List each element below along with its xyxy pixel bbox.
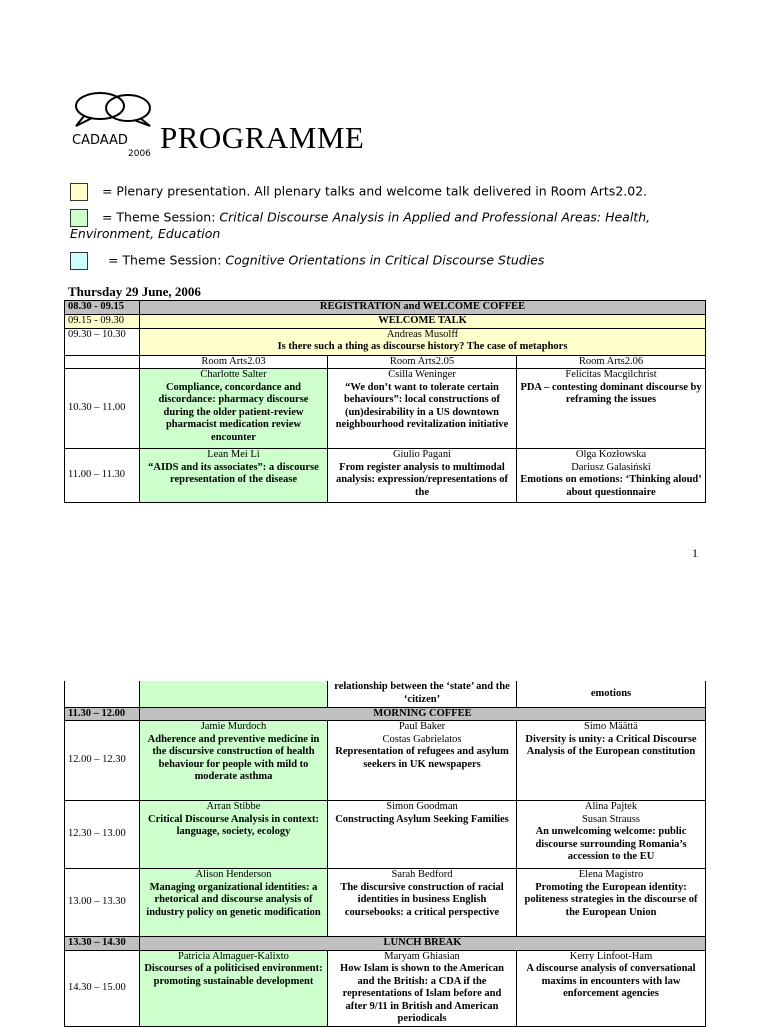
talk-title: Managing organizational identities: a rhetorical and discourse analysis of industry policy on genetic modification (146, 881, 321, 918)
talk-title: How Islam is shown to the American and the British: a CDA if the representations of Islam before and after 9/11 in British and American periodicals (340, 963, 504, 1024)
speaker: Giulio Pagani (392, 449, 452, 460)
speaker: Lean Mei Li (207, 449, 260, 460)
table-row (65, 721, 706, 801)
session-cell (140, 721, 328, 801)
talk-title: From register analysis to multimodal analysis: expression/representations of the (335, 461, 509, 498)
speaker: Patricia Almaguer-Kalixto (178, 950, 289, 962)
speaker: Jamie Murdoch (200, 721, 267, 732)
logo-text: CADAAD (72, 133, 128, 148)
speaker: Costas Gabrielatos (382, 733, 462, 745)
session-cell (140, 449, 328, 503)
session-cell (328, 721, 517, 801)
cadaad-logo (70, 88, 162, 158)
speaker: Paul Baker (398, 721, 446, 732)
session-cell (140, 801, 328, 869)
talk-title: A discourse analysis of conversational maxims in encounters with law enforcement agencies (526, 963, 696, 999)
speaker: Maryam Ghiasian (384, 950, 460, 962)
time-cell: 10.30 – 11.00 (65, 369, 140, 449)
empty-cell (65, 681, 140, 707)
table-row (65, 328, 706, 355)
legend-text: = Theme Session: (104, 252, 226, 268)
room-header: Room Arts2.03 (140, 355, 328, 369)
talk-title: PDA – contesting dominant discourse by reframing the issues (520, 381, 702, 405)
speaker: Csilla Weninger (388, 369, 456, 380)
legend-text: = Theme Session: (98, 209, 220, 225)
session-cell (328, 369, 517, 449)
table-row (65, 937, 706, 951)
speaker: Susan Strauss (581, 813, 641, 825)
legend-text: = Plenary presentation. All plenary talks and welcome talk delivered in Room Arts2.02. (98, 183, 648, 199)
talk-title: Emotions on emotions: ‘Thinking aloud’ about questionnaire (520, 474, 702, 498)
plenary-cell: WELCOME TALK (140, 315, 706, 329)
session-cell (140, 369, 328, 449)
legend-italic: Critical Discourse Analysis in Applied and Professional Areas: Health, Environment, Education (70, 209, 651, 241)
table-row (65, 681, 706, 707)
time-cell: 11.30 – 12.00 (65, 707, 140, 721)
session-cell (517, 801, 706, 869)
speech-bubbles-icon (70, 88, 162, 158)
table-row (65, 801, 706, 869)
page-title: PROGRAMME (160, 120, 365, 155)
talk-title: Discourses of a politicised environment: promoting sustainable development (144, 963, 323, 987)
session-cell (517, 950, 706, 1026)
speaker: Andreas Musolff (386, 328, 459, 340)
talk-title: Compliance, concordance and discordance: pharmacy discourse during the older patient-review pharmacist medication review encounter (158, 381, 309, 443)
talk-title: “We don’t want to tolerate certain behaviours”: local constructions of (un)desirability in a US downtown neighbourhood revitalization initiative (335, 381, 509, 430)
time-cell: 12.00 – 12.30 (65, 721, 140, 801)
session-cell (328, 801, 517, 869)
speaker: Alison Henderson (195, 869, 272, 880)
speaker: Sarah Bedford (391, 869, 453, 880)
session-cell (517, 721, 706, 801)
session-cell (328, 950, 517, 1026)
legend-swatch-yellow (70, 183, 88, 201)
talk-title: Diversity is unity: a Critical Discourse Analysis of the European constitution (525, 733, 697, 757)
time-cell: 09.30 – 10.30 (65, 328, 140, 355)
speaker: Olga Kozłowska (575, 449, 647, 460)
table-row (65, 950, 706, 1026)
table-row (65, 707, 706, 721)
speaker: Dariusz Galasiński (571, 461, 651, 473)
speaker: Simon Goodman (386, 801, 458, 812)
logo-year: 2006 (128, 149, 151, 158)
table-row (65, 869, 706, 937)
session-cell (328, 869, 517, 937)
legend-plenary (70, 183, 647, 201)
session-cell (140, 950, 328, 1026)
table-row (65, 449, 706, 503)
session-cell (517, 369, 706, 449)
session-cell-continued: relationship between the ‘state’ and the ‘citizen’ (328, 681, 517, 707)
session-cell (517, 869, 706, 937)
talk-title: Critical Discourse Analysis in context: language, society, ecology (148, 813, 319, 837)
room-header: Room Arts2.05 (328, 355, 517, 369)
session-date: Thursday 29 June, 2006 (68, 284, 201, 299)
legend-theme-health (70, 209, 710, 241)
speaker: Arran Stibbe (206, 801, 261, 812)
page-number: 1 (692, 546, 698, 560)
table-row (65, 315, 706, 329)
talk-title: Representation of refugees and asylum seekers in UK newspapers (335, 746, 509, 770)
time-cell: 11.00 – 11.30 (65, 449, 140, 503)
time-cell: 13.30 – 14.30 (65, 937, 140, 951)
legend-theme-cognitive (70, 252, 544, 270)
session-cell (140, 681, 328, 707)
time-cell: 14.30 – 15.00 (65, 950, 140, 1026)
session-cell (517, 449, 706, 503)
break-cell: LUNCH BREAK (140, 937, 706, 951)
time-cell: 12.30 – 13.00 (65, 801, 140, 869)
legend-italic: Cognitive Orientations in Critical Discourse Studies (225, 252, 545, 268)
speaker: Felicitas Macgilchrist (565, 369, 657, 380)
speaker: Elena Magistro (578, 869, 644, 880)
speaker: Simo Määttä (584, 721, 638, 732)
break-cell: REGISTRATION and WELCOME COFFEE (140, 301, 706, 315)
time-cell: 13.00 – 13.30 (65, 869, 140, 937)
speaker: Alina Pajtek (584, 801, 638, 812)
talk-title: The discursive construction of racial identities in business English coursebooks: a critical perspective (340, 881, 504, 918)
break-cell: MORNING COFFEE (140, 707, 706, 721)
table-row (65, 355, 706, 369)
talk-title: Constructing Asylum Seeking Families (335, 813, 509, 825)
talk-title: An unwelcoming welcome: public discourse surrounding Romania’s accession to the EU (535, 826, 687, 862)
session-cell-continued: emotions (517, 681, 706, 707)
talk-title: Adherence and preventive medicine in the discursive construction of health behaviour for people with mild to moderate asthma (147, 733, 320, 782)
talk-title: “AIDS and its associates”: a discourse representation of the disease (148, 461, 319, 485)
table-row (65, 301, 706, 315)
programme-table-page2 (64, 681, 706, 1027)
speaker: Kerry Linfoot-Ham (569, 950, 653, 962)
legend-swatch-cyan (70, 252, 88, 270)
plenary-cell (140, 328, 706, 355)
speaker: Charlotte Salter (200, 369, 267, 380)
room-header: Room Arts2.06 (517, 355, 706, 369)
empty-cell (65, 355, 140, 369)
session-cell (328, 449, 517, 503)
talk-title: Is there such a thing as discourse history? The case of metaphors (277, 341, 568, 352)
session-cell (140, 869, 328, 937)
legend-swatch-green (70, 209, 88, 227)
talk-title: Promoting the European identity: politeness strategies in the discourse of the European Union (524, 881, 698, 918)
table-row (65, 369, 706, 449)
time-cell: 09.15 - 09.30 (65, 315, 140, 329)
time-cell: 08.30 - 09.15 (65, 301, 140, 315)
programme-table-page1 (64, 300, 706, 503)
